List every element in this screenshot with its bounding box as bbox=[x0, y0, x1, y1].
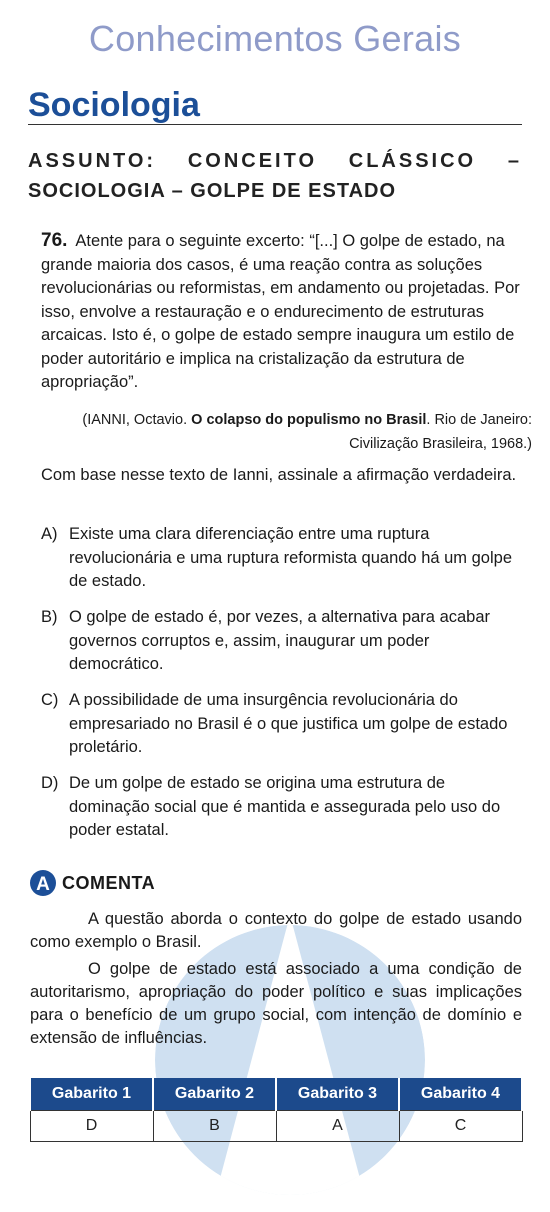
citation-title: O colapso do populismo no Brasil bbox=[191, 412, 427, 428]
assunto-word: ASSUNTO: bbox=[28, 150, 157, 172]
assunto-line-2: SOCIOLOGIA – GOLPE DE ESTADO bbox=[28, 180, 397, 202]
answer-key-cell: C bbox=[399, 1111, 522, 1142]
option-text: De um golpe de estado se origina uma estrutura de dominação social que é mantida e assegurada pelo uso do poder estatal. bbox=[69, 774, 501, 839]
option-b[interactable] bbox=[41, 606, 525, 677]
option-text: O golpe de estado é, por vezes, a alternativa para acabar governos corruptos e, assim, inaugurar um poder democrático. bbox=[69, 608, 491, 673]
answer-key-header: Gabarito 4 bbox=[399, 1078, 522, 1111]
commentary-paragraph-1: A questão aborda o contexto do golpe de estado usando como exemplo o Brasil. bbox=[30, 910, 522, 951]
answer-key-header: Gabarito 1 bbox=[30, 1078, 153, 1111]
section-title: Conhecimentos Gerais bbox=[88, 18, 462, 59]
assunto-word: CLÁSSICO bbox=[348, 150, 477, 172]
comment-logo-letter: A bbox=[36, 874, 50, 895]
answer-key-header: Gabarito 2 bbox=[153, 1078, 276, 1111]
commentary-heading bbox=[30, 870, 155, 896]
comment-logo-icon bbox=[30, 870, 56, 896]
option-c[interactable] bbox=[41, 689, 525, 760]
answer-key-values-row bbox=[30, 1111, 522, 1142]
subject-title: Sociologia bbox=[28, 86, 200, 124]
subject-divider bbox=[28, 124, 522, 125]
option-letter: D) bbox=[41, 774, 59, 792]
assunto-heading bbox=[28, 146, 522, 206]
option-letter: C) bbox=[41, 691, 59, 709]
answer-key-cell: A bbox=[276, 1111, 399, 1142]
answer-key-table bbox=[29, 1078, 523, 1142]
citation-publisher: . Rio de Janeiro: Civilização Brasileira, 1968.) bbox=[349, 412, 532, 452]
answer-key-header-row bbox=[30, 1078, 522, 1111]
commentary-label: COMENTA bbox=[62, 872, 156, 893]
answer-key-cell: D bbox=[30, 1111, 153, 1142]
option-letter: A) bbox=[41, 525, 58, 543]
option-d[interactable] bbox=[41, 772, 525, 843]
citation-author: (IANNI, Octavio. bbox=[82, 412, 192, 428]
question-prompt: Com base nesse texto de Ianni, assinale a afirmação verdadeira. bbox=[41, 466, 517, 484]
answer-key-header: Gabarito 3 bbox=[276, 1078, 399, 1111]
option-a[interactable] bbox=[41, 523, 525, 594]
commentary-paragraph-2: O golpe de estado está associado a uma condição de autoritarismo, apropriação do poder político e suas implicações para o benefício de um grupo social, com intenção de domínio e extensão de influências. bbox=[30, 960, 522, 1047]
option-text: Existe uma clara diferenciação entre uma ruptura revolucionária e uma ruptura reformista quando há um golpe de estado. bbox=[69, 525, 513, 590]
question-number: 76. bbox=[41, 230, 68, 251]
answer-key-cell: B bbox=[153, 1111, 276, 1142]
option-text: A possibilidade de uma insurgência revolucionária do empresariado no Brasil é o que justifica um golpe de estado proletário. bbox=[69, 691, 508, 756]
question-statement bbox=[41, 229, 525, 395]
assunto-word: – bbox=[507, 150, 522, 172]
citation bbox=[40, 408, 532, 456]
option-letter: B) bbox=[41, 608, 58, 626]
assunto-word: CONCEITO bbox=[187, 150, 318, 172]
question-text: Atente para o seguinte excerto: “[...] O golpe de estado, na grande maioria dos casos, é uma reação contra as soluções revolucionárias ou reformistas, em andamento ou projetadas. Por isso, envolve a restauração e o endurecimento de estruturas arcaicas. Isto é, o golpe de estado sempre inaugura um estilo de poder autoritário e implica na cristalização da estrutura de apropriação”. bbox=[41, 232, 520, 391]
